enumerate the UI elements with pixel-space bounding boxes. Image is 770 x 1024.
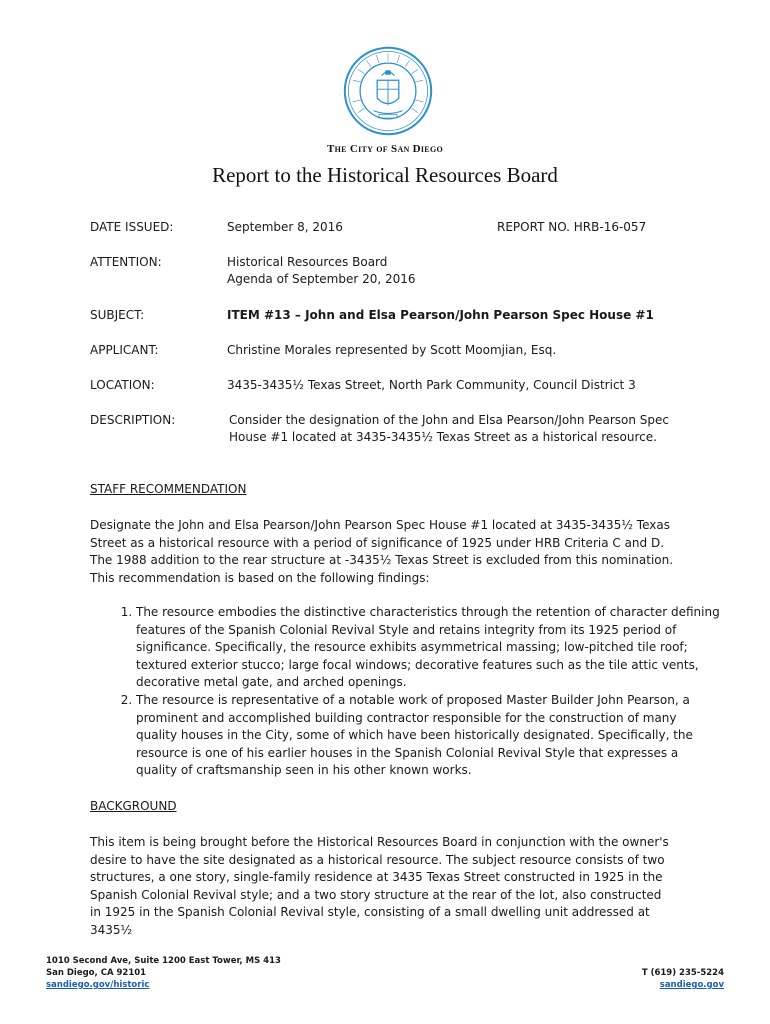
report-number: REPORT NO. HRB-16-057: [497, 220, 647, 234]
footer-address-line-2: San Diego, CA 92101: [46, 968, 147, 978]
footer-website-link[interactable]: sandiego.gov: [659, 980, 724, 990]
attention-row: [90, 254, 730, 288]
date-issued-value: September 8, 2016: [227, 220, 343, 234]
date-issued-row: [90, 219, 730, 236]
applicant-row: [90, 342, 730, 359]
finding-item: 2. The resource is representative of a notable work of proposed Master Builder John Pearson, a prominent and accomplished building contractor responsible for the construction of many quality houses in the City, some of which have been historically designated. Specifically, the resource is one of his earlier houses in the Spanish Colonial Revival Style that expresses a quality of craftsmanship seen in his other known works.: [136, 692, 721, 780]
background-paragraph: This item is being brought before the Historical Resources Board in conjunction with the owner's desire to have the site designated as a historical resource. The subject resource consists of two structures, a one story, single-family residence at 3435 Texas Street constructed in 1925 in the Spanish Colonial Revival style; and a two story structure at the rear of the lot, also constructed in 1925 in the Spanish Colonial Revival style, consisting of a small dwelling unit addressed at 3435½: [90, 835, 669, 937]
attention-line-2: Agenda of September 20, 2016: [227, 272, 416, 286]
city-name: The City of San Diego: [327, 143, 443, 155]
applicant-label: APPLICANT:: [90, 343, 159, 357]
subject-value: ITEM #13 – John and Elsa Pearson/John Pearson Spec House #1: [227, 308, 654, 322]
attention-label: ATTENTION:: [90, 255, 162, 269]
footer-address: [46, 955, 281, 991]
footer-contact: [642, 967, 724, 991]
findings-list: [90, 604, 721, 780]
description-value: Consider the designation of the John and Elsa Pearson/John Pearson Spec House #1 located at 3435-3435½ Texas Street as a historical resource.: [229, 413, 669, 444]
finding-item: 1. The resource embodies the distinctive characteristics through the retention of character defining features of the Spanish Colonial Revival Style and retains integrity from its 1925 period of significance. Specifically, the resource exhibits asymmetrical massing; low-pitched tile roof; textured exterior stucco; large focal windows; decorative features such as the tile attic vents, decorative metal gate, and arched openings.: [136, 604, 721, 692]
date-issued-label: DATE ISSUED:: [90, 220, 174, 234]
subject-row: [90, 307, 730, 324]
staff-recommendation-paragraph: Designate the John and Elsa Pearson/John Pearson Spec House #1 located at 3435-3435½ Texas Street as a historical resource with a period of significance of 1925 under HRB Criteria C and D. The 1988 addition to the rear structure at -3435½ Texas Street is excluded from this nomination. This recommendation is based on the following findings:: [90, 518, 674, 585]
description-label: DESCRIPTION:: [90, 413, 176, 427]
applicant-value: Christine Morales represented by Scott Moomjian, Esq.: [227, 343, 557, 357]
location-label: LOCATION:: [90, 378, 155, 392]
footer-historic-link[interactable]: sandiego.gov/historic: [46, 980, 150, 990]
city-seal-icon: [343, 46, 433, 136]
location-value: 3435-3435½ Texas Street, North Park Community, Council District 3: [227, 378, 636, 392]
footer-address-line-1: 1010 Second Ave, Suite 1200 East Tower, MS 413: [46, 956, 281, 966]
location-row: [90, 377, 730, 394]
staff-recommendation-heading: STAFF RECOMMENDATION: [90, 482, 247, 496]
footer-phone: T (619) 235-5224: [641, 968, 724, 978]
document-title: Report to the Historical Resources Board: [212, 163, 558, 187]
description-row: [90, 412, 730, 446]
attention-value: [227, 254, 730, 288]
attention-line-1: Historical Resources Board: [227, 255, 388, 269]
subject-label: SUBJECT:: [90, 308, 145, 322]
background-heading: BACKGROUND: [90, 799, 177, 813]
